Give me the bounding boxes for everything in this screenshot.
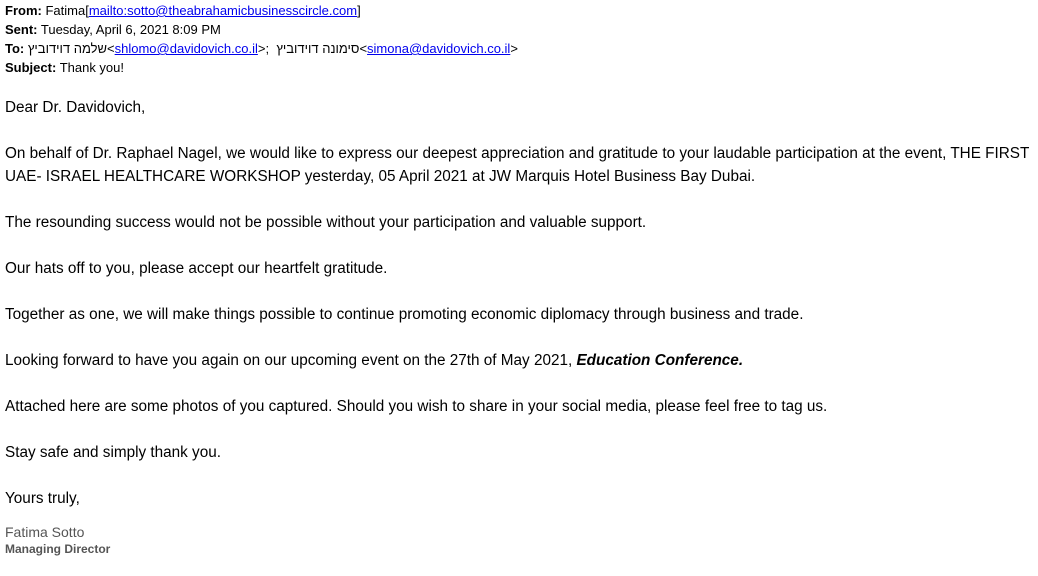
closing: Yours truly, xyxy=(5,490,80,507)
email-body xyxy=(5,96,1038,510)
paragraph-together: Together as one, we will make things possible to continue promoting economic diplomacy through business and trade. xyxy=(5,306,804,323)
paragraph-upcoming-event xyxy=(5,349,1038,372)
sent-value: Tuesday, April 6, 2021 8:09 PM xyxy=(40,22,221,37)
upcoming-event-name: Education Conference xyxy=(576,352,739,369)
paragraph-stay-safe: Stay safe and simply thank you. xyxy=(5,444,221,461)
lt-symbol: < xyxy=(359,41,368,56)
signature-title: Managing Director xyxy=(5,542,111,556)
paragraph-hats-off: Our hats off to you, please accept our heartfelt gratitude. xyxy=(5,260,388,277)
upcoming-event-prefix: Looking forward to have you again on our upcoming event on the 27th of May 2021, xyxy=(5,352,577,369)
signature-name: Fatima Sotto xyxy=(5,524,85,540)
subject-line xyxy=(5,58,1038,77)
to-line xyxy=(5,39,1038,58)
sent-label: Sent: xyxy=(5,22,38,37)
to-recipient1-email-link[interactable]: shlomo@davidovich.co.il xyxy=(114,41,258,56)
to-recipient1-name: שלמה דוידוביץ xyxy=(27,41,108,56)
to-label: To: xyxy=(5,41,25,56)
from-bracket-close: ] xyxy=(357,3,361,18)
subject-label: Subject: xyxy=(5,60,57,75)
to-recipient2-name: סימונה דוידוביץ xyxy=(276,41,360,56)
greeting: Dear Dr. Davidovich, xyxy=(5,99,146,116)
paragraph-success: The resounding success would not be possible without your participation and valuable support. xyxy=(5,214,647,231)
from-line xyxy=(5,1,1038,20)
from-name: Fatima xyxy=(45,3,86,18)
to-recipient2-email-link[interactable]: simona@davidovich.co.il xyxy=(367,41,511,56)
from-email-link[interactable]: mailto:sotto@theabrahamicbusinesscircle.com xyxy=(88,3,358,18)
email-header xyxy=(5,0,1038,77)
to-close: > xyxy=(510,41,518,56)
subject-value: Thank you! xyxy=(59,60,125,75)
to-separator: >; xyxy=(257,41,270,56)
paragraph-appreciation: On behalf of Dr. Raphael Nagel, we would like to express our deepest appreciation and gratitude to your laudable participation at the event, THE FIRST UAE- ISRAEL HEALTHCARE WORKSHOP yesterday, 05 April 2021 at JW Marquis Hotel Business Bay Dubai. xyxy=(5,145,1030,185)
lt-symbol: < xyxy=(107,41,115,56)
signature xyxy=(5,524,1038,557)
from-bracket-open: [ xyxy=(85,3,89,18)
paragraph-photos: Attached here are some photos of you captured. Should you wish to share in your social media, please feel free to tag us. xyxy=(5,398,828,415)
from-label: From: xyxy=(5,3,42,18)
upcoming-event-suffix: . xyxy=(738,352,744,369)
sent-line xyxy=(5,20,1038,39)
